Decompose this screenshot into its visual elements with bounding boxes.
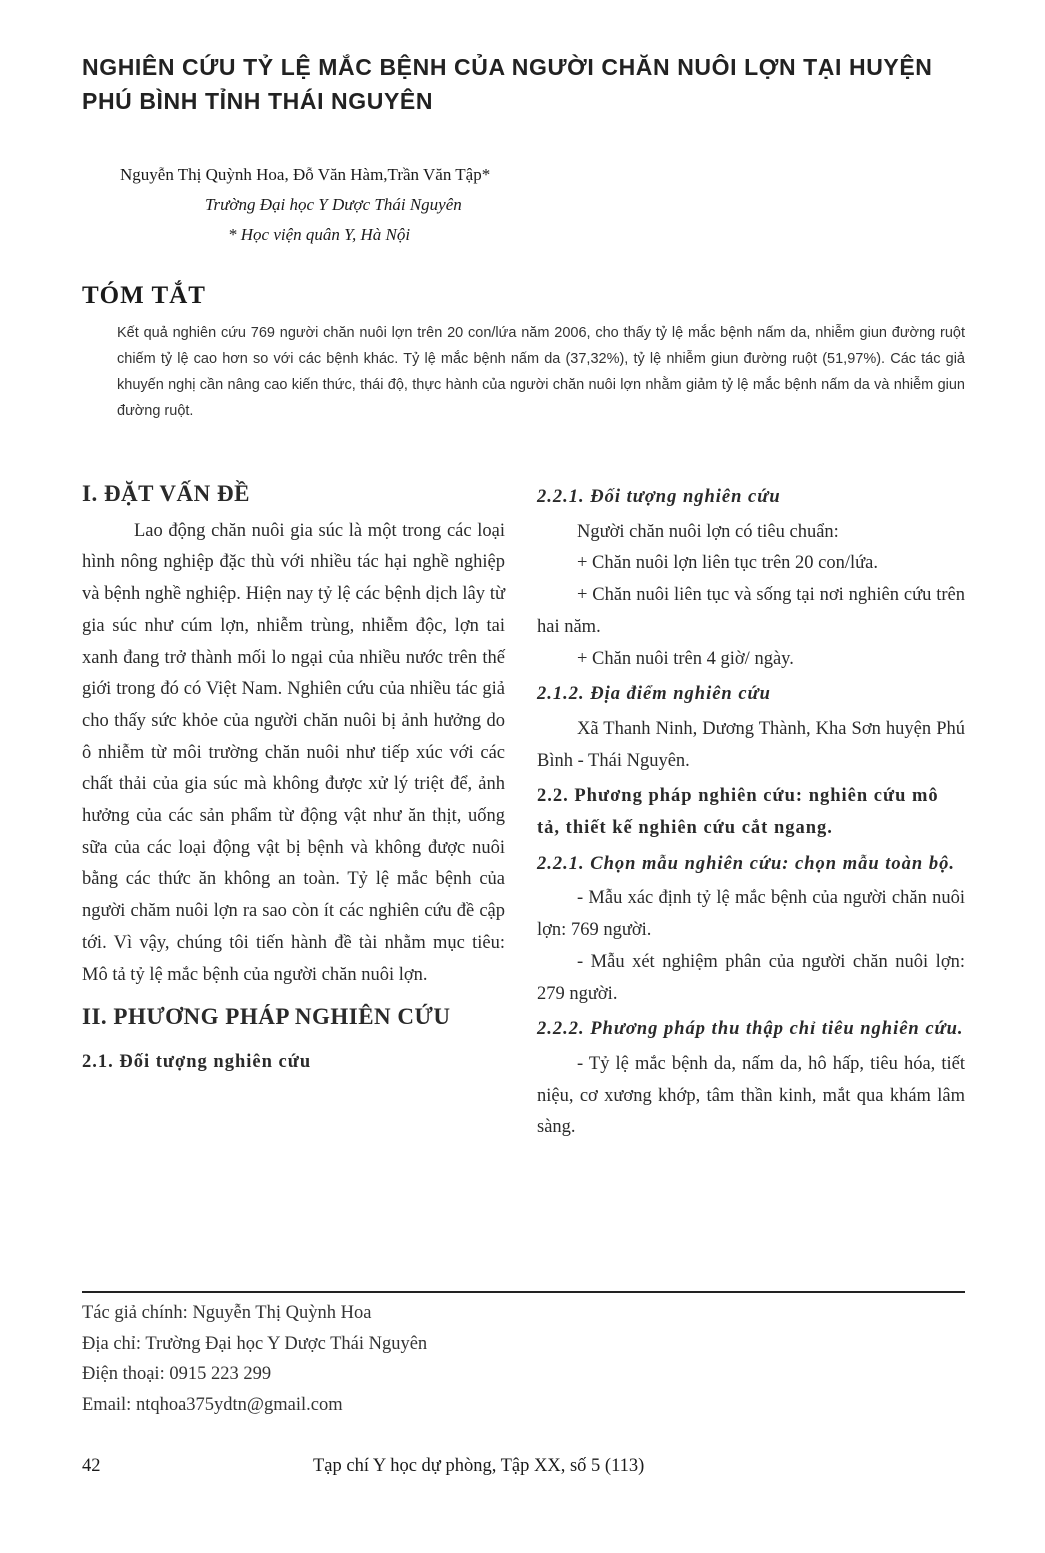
paragraph: - Mẫu xác định tỷ lệ mắc bệnh của người chăn nuôi lợn: 769 người. [537,888,965,941]
subsection-heading: 2.2.1. Đối tượng nghiên cứu [537,487,781,507]
subsection-heading: 2.2.2. Phương pháp thu thập chỉ tiêu nghiên cứu. [537,1019,964,1040]
footnote [82,1298,427,1420]
corresponding-author: Tác giả chính: Nguyễn Thị Quỳnh Hoa [82,1303,372,1323]
section-heading: I. ĐẶT VẤN ĐỀ [82,481,250,506]
paragraph: + Chăn nuôi trên 4 giờ/ ngày. [577,648,794,669]
affiliation: * Học viện quân Y, Hà Nội [228,225,411,244]
affiliation: Trường Đại học Y Dược Thái Nguyên [205,195,462,214]
journal-name: Tạp chí Y học dự phòng, Tập XX, số 5 (113) [313,1456,645,1476]
footnote-divider [82,1291,965,1293]
paragraph: - Mẫu xét nghiệm phân của người chăn nuôi lợn: 279 người. [537,951,965,1004]
paragraph: Xã Thanh Ninh, Dương Thành, Kha Sơn huyện Phú Bình - Thái Nguyên. [537,718,965,771]
paper-title: NGHIÊN CỨU TỶ LỆ MẮC BỆNH CỦA NGƯỜI CHĂN NUÔI LỢN TẠI HUYỆN PHÚ BÌNH TỈNH THÁI NGUYÊN [82,54,933,114]
section-heading: II. PHƯƠNG PHÁP NGHIÊN CỨU [82,1004,451,1030]
paragraph: + Chăn nuôi lợn liên tục trên 20 con/lứa. [577,553,879,574]
paragraph: Lao động chăn nuôi gia súc là một trong các loại hình nông nghiệp đặc thù với nhiều tác hại nghề nghiệp và bệnh nghề nghiệp. Hiện nay tỷ lệ các bệnh dịch lây từ gia súc như cúm lợn, nhiễm trùng, nhiễm độc, lợn tai xanh đang trở thành mối lo ngại của nhiều nước trên thế giới trong đó có Việt Nam. Nghiên cứu của nhiều tác giả cho thấy sức khỏe của người chăn nuôi bị ảnh hưởng do ô nhiễm từ môi trường chăn nuôi như tiếp xúc với các chất thải của gia súc mà không được xử lý triệt để, ảnh hưởng của các sản phẩm từ động vật như ăn thịt, uống sữa của các loại động vật bị bệnh và không được nuôi bằng các thức ăn không an toàn. Tỷ lệ mắc bệnh của người chăm nuôi lợn ra sao còn ít các nghiên cứu đề cập tới. Vì vậy, chúng tôi tiến hành đề tài nhằm mục tiêu: Mô tả tỷ lệ mắc bệnh của người chăn nuôi lợn. [82,520,505,985]
author-block [120,160,490,250]
subsection-heading: 2.1. Đối tượng nghiên cứu [82,1051,312,1072]
right-column [537,478,965,1144]
subsection-heading: 2.2. Phương pháp nghiên cứu: nghiên cứu mô tả, thiết kế nghiên cứu cắt ngang. [537,786,939,839]
subsection-heading: 2.1.2. Địa điểm nghiên cứu [537,684,771,705]
paragraph: + Chăn nuôi liên tục và sống tại nơi nghiên cứu trên hai năm. [537,585,965,637]
left-column [82,478,505,1082]
page-number: 42 [82,1456,101,1476]
authors: Nguyễn Thị Quỳnh Hoa, Đỗ Văn Hàm,Trần Văn Tập* [120,165,491,184]
paragraph: - Tỷ lệ mắc bệnh da, nấm da, hô hấp, tiêu hóa, tiết niệu, cơ xương khớp, tâm thần kinh, mắt qua khám lâm sàng. [537,1053,965,1138]
address: Địa chỉ: Trường Đại học Y Dược Thái Nguyên [82,1333,428,1354]
paragraph: Người chăn nuôi lợn có tiêu chuẩn: [577,521,839,542]
abstract-heading: TÓM TẮT [82,282,206,309]
phone: Điện thoại: 0915 223 299 [82,1364,272,1384]
email: Email: ntqhoa375ydtn@gmail.com [82,1394,343,1415]
abstract-text: Kết quả nghiên cứu 769 người chăn nuôi lợn trên 20 con/lứa năm 2006, cho thấy tỷ lệ mắc bệnh nấm da, nhiễm giun đường ruột chiếm tỷ lệ cao hơn so với các bệnh khác. Tỷ lệ mắc bệnh nấm da (37,32%), tỷ lệ nhiễm giun đường ruột (51,97%). Các tác giả khuyến nghị cần nâng cao kiến thức, thái độ, thực hành của người chăn nuôi lợn nhằm giảm tỷ lệ mắc bệnh nấm da và nhiễm giun đường ruột. [117,325,965,419]
subsection-heading: 2.2.1. Chọn mẫu nghiên cứu: chọn mẫu toàn bộ. [537,853,955,874]
